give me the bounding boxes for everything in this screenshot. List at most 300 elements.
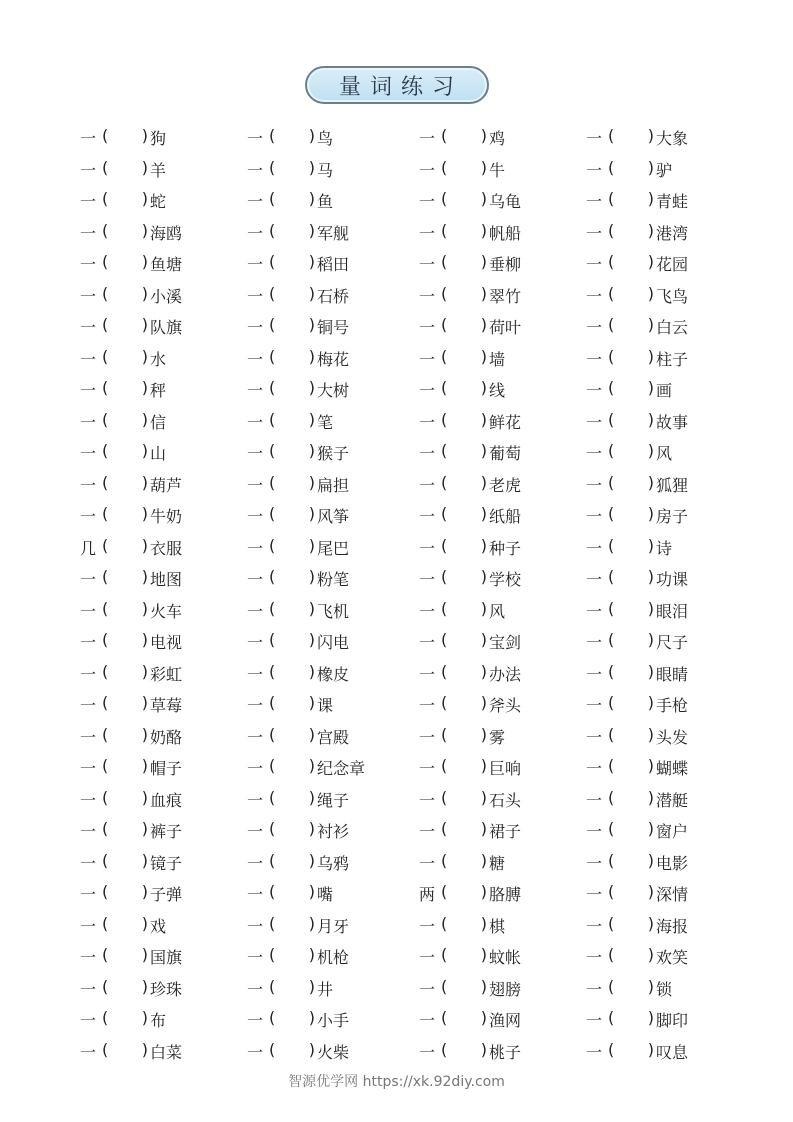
noun: 眼睛 — [656, 664, 689, 684]
noun: 牛 — [489, 160, 506, 180]
exercise-item — [586, 406, 720, 438]
left-paren: ( — [102, 976, 109, 996]
exercise-item — [586, 973, 720, 1005]
left-paren: ( — [102, 661, 109, 681]
answer-blank[interactable] — [441, 472, 487, 492]
exercise-item — [419, 595, 586, 627]
noun: 乌鸦 — [317, 853, 350, 873]
exercise-item — [419, 784, 586, 816]
numeral: 一 — [586, 633, 603, 653]
answer-blank[interactable] — [441, 283, 487, 303]
noun: 荷叶 — [489, 318, 522, 338]
answer-blank[interactable] — [441, 315, 487, 335]
answer-blank[interactable] — [269, 976, 315, 996]
answer-blank[interactable] — [269, 472, 315, 492]
numeral: 一 — [586, 664, 603, 684]
answer-blank[interactable] — [608, 882, 654, 902]
answer-blank[interactable] — [441, 598, 487, 618]
exercise-item — [586, 185, 720, 217]
answer-blank[interactable] — [102, 252, 148, 272]
answer-blank[interactable] — [441, 189, 487, 209]
answer-blank[interactable] — [102, 157, 148, 177]
noun: 功课 — [656, 570, 689, 590]
left-paren: ( — [441, 598, 448, 618]
answer-blank[interactable] — [269, 913, 315, 933]
left-paren: ( — [102, 1008, 109, 1028]
exercise-item — [419, 185, 586, 217]
left-paren: ( — [269, 693, 276, 713]
answer-blank[interactable] — [608, 976, 654, 996]
right-paren: ) — [141, 882, 148, 902]
answer-blank[interactable] — [608, 346, 654, 366]
left-paren: ( — [608, 724, 615, 744]
right-paren: ) — [480, 315, 487, 335]
answer-blank[interactable] — [269, 315, 315, 335]
exercise-item — [247, 122, 419, 154]
answer-blank[interactable] — [269, 567, 315, 587]
answer-blank[interactable] — [269, 819, 315, 839]
answer-blank[interactable] — [441, 882, 487, 902]
exercise-item — [80, 532, 247, 564]
exercise-item — [419, 374, 586, 406]
exercise-item — [80, 973, 247, 1005]
noun: 种子 — [489, 538, 522, 558]
left-paren: ( — [441, 283, 448, 303]
answer-blank[interactable] — [608, 945, 654, 965]
answer-blank[interactable] — [269, 693, 315, 713]
right-paren: ) — [141, 787, 148, 807]
left-paren: ( — [102, 598, 109, 618]
answer-blank[interactable] — [441, 1039, 487, 1059]
numeral: 一 — [247, 1042, 264, 1062]
answer-blank[interactable] — [441, 976, 487, 996]
noun: 大象 — [656, 129, 689, 149]
exercise-item — [586, 343, 720, 375]
numeral: 一 — [586, 318, 603, 338]
answer-blank[interactable] — [102, 535, 148, 555]
numeral: 一 — [586, 759, 603, 779]
exercise-item — [247, 689, 419, 721]
exercise-item — [419, 721, 586, 753]
numeral: 一 — [80, 412, 97, 432]
answer-blank[interactable] — [608, 630, 654, 650]
noun: 驴 — [656, 160, 673, 180]
exercise-item — [80, 910, 247, 942]
right-paren: ) — [480, 1008, 487, 1028]
left-paren: ( — [441, 1008, 448, 1028]
answer-blank[interactable] — [269, 252, 315, 272]
answer-blank[interactable] — [441, 787, 487, 807]
answer-blank[interactable] — [608, 850, 654, 870]
numeral: 一 — [247, 696, 264, 716]
answer-blank[interactable] — [608, 283, 654, 303]
exercise-item — [419, 248, 586, 280]
right-paren: ) — [647, 787, 654, 807]
answer-blank[interactable] — [441, 1008, 487, 1028]
left-paren: ( — [441, 724, 448, 744]
noun: 衣服 — [150, 538, 183, 558]
answer-blank[interactable] — [608, 535, 654, 555]
answer-blank[interactable] — [269, 630, 315, 650]
answer-blank[interactable] — [441, 220, 487, 240]
answer-blank[interactable] — [608, 378, 654, 398]
noun: 小溪 — [150, 286, 183, 306]
left-paren: ( — [608, 441, 615, 461]
answer-blank[interactable] — [608, 441, 654, 461]
numeral: 一 — [80, 475, 97, 495]
numeral: 一 — [80, 601, 97, 621]
answer-blank[interactable] — [102, 1039, 148, 1059]
left-paren: ( — [441, 315, 448, 335]
answer-blank[interactable] — [441, 913, 487, 933]
left-paren: ( — [102, 567, 109, 587]
left-paren: ( — [269, 756, 276, 776]
numeral: 一 — [419, 979, 436, 999]
noun: 港湾 — [656, 223, 689, 243]
answer-blank[interactable] — [102, 315, 148, 335]
exercise-item — [247, 343, 419, 375]
noun: 稻田 — [317, 255, 350, 275]
answer-blank[interactable] — [269, 283, 315, 303]
numeral: 一 — [80, 507, 97, 527]
right-paren: ) — [308, 1008, 315, 1028]
noun: 青蛙 — [656, 192, 689, 212]
numeral: 一 — [586, 979, 603, 999]
left-paren: ( — [269, 441, 276, 461]
answer-blank[interactable] — [441, 409, 487, 429]
answer-blank[interactable] — [102, 693, 148, 713]
answer-blank[interactable] — [102, 630, 148, 650]
answer-blank[interactable] — [441, 661, 487, 681]
answer-blank[interactable] — [102, 1008, 148, 1028]
answer-blank[interactable] — [441, 850, 487, 870]
answer-blank[interactable] — [608, 819, 654, 839]
answer-blank[interactable] — [102, 882, 148, 902]
exercise-item — [80, 752, 247, 784]
noun: 锁 — [656, 979, 673, 999]
answer-blank[interactable] — [269, 504, 315, 524]
answer-blank[interactable] — [608, 787, 654, 807]
numeral: 一 — [586, 129, 603, 149]
answer-blank[interactable] — [441, 693, 487, 713]
left-paren: ( — [441, 535, 448, 555]
noun: 深情 — [656, 885, 689, 905]
exercise-item — [247, 437, 419, 469]
noun: 翠竹 — [489, 286, 522, 306]
noun: 纪念章 — [317, 759, 366, 779]
numeral: 一 — [419, 223, 436, 243]
right-paren: ) — [308, 882, 315, 902]
answer-blank[interactable] — [608, 598, 654, 618]
right-paren: ) — [308, 315, 315, 335]
left-paren: ( — [441, 787, 448, 807]
answer-blank[interactable] — [441, 945, 487, 965]
left-paren: ( — [102, 504, 109, 524]
answer-blank[interactable] — [269, 724, 315, 744]
answer-blank[interactable] — [608, 724, 654, 744]
left-paren: ( — [102, 882, 109, 902]
answer-blank[interactable] — [608, 409, 654, 429]
left-paren: ( — [608, 787, 615, 807]
numeral: 一 — [419, 286, 436, 306]
exercise-item — [419, 563, 586, 595]
numeral: 一 — [586, 885, 603, 905]
left-paren: ( — [441, 378, 448, 398]
answer-blank[interactable] — [269, 441, 315, 461]
exercise-item — [247, 154, 419, 186]
exercise-item — [247, 563, 419, 595]
left-paren: ( — [608, 756, 615, 776]
right-paren: ) — [141, 346, 148, 366]
numeral: 一 — [586, 381, 603, 401]
noun: 秤 — [150, 381, 167, 401]
answer-blank[interactable] — [608, 157, 654, 177]
numeral: 一 — [80, 444, 97, 464]
left-paren: ( — [269, 283, 276, 303]
left-paren: ( — [608, 1008, 615, 1028]
answer-blank[interactable] — [441, 630, 487, 650]
exercise-item — [419, 122, 586, 154]
answer-blank[interactable] — [608, 693, 654, 713]
exercise-item — [80, 437, 247, 469]
left-paren: ( — [608, 346, 615, 366]
right-paren: ) — [308, 1039, 315, 1059]
answer-blank[interactable] — [269, 850, 315, 870]
answer-blank[interactable] — [102, 756, 148, 776]
numeral: 一 — [80, 727, 97, 747]
left-paren: ( — [608, 882, 615, 902]
left-paren: ( — [102, 945, 109, 965]
numeral: 一 — [586, 349, 603, 369]
noun: 电影 — [656, 853, 689, 873]
answer-blank[interactable] — [102, 976, 148, 996]
answer-blank[interactable] — [269, 535, 315, 555]
answer-blank[interactable] — [269, 409, 315, 429]
answer-blank[interactable] — [441, 504, 487, 524]
left-paren: ( — [441, 126, 448, 146]
answer-blank[interactable] — [608, 126, 654, 146]
answer-blank[interactable] — [441, 756, 487, 776]
left-paren: ( — [441, 504, 448, 524]
numeral: 一 — [247, 255, 264, 275]
exercise-item — [586, 878, 720, 910]
answer-blank[interactable] — [608, 1039, 654, 1059]
exercise-item — [80, 721, 247, 753]
left-paren: ( — [441, 976, 448, 996]
answer-blank[interactable] — [441, 252, 487, 272]
answer-blank[interactable] — [102, 850, 148, 870]
answer-blank[interactable] — [102, 346, 148, 366]
exercise-item — [80, 374, 247, 406]
left-paren: ( — [269, 819, 276, 839]
numeral: 一 — [419, 381, 436, 401]
answer-blank[interactable] — [102, 819, 148, 839]
answer-blank[interactable] — [269, 220, 315, 240]
answer-blank[interactable] — [102, 220, 148, 240]
exercise-item — [247, 532, 419, 564]
answer-blank[interactable] — [269, 882, 315, 902]
numeral: 一 — [419, 160, 436, 180]
left-paren: ( — [441, 189, 448, 209]
answer-blank[interactable] — [102, 787, 148, 807]
answer-blank[interactable] — [102, 378, 148, 398]
answer-blank[interactable] — [102, 724, 148, 744]
answer-blank[interactable] — [608, 567, 654, 587]
answer-blank[interactable] — [441, 346, 487, 366]
answer-blank[interactable] — [102, 409, 148, 429]
right-paren: ) — [647, 409, 654, 429]
exercise-item — [80, 185, 247, 217]
right-paren: ) — [141, 409, 148, 429]
answer-blank[interactable] — [441, 157, 487, 177]
numeral: 一 — [80, 129, 97, 149]
numeral: 一 — [419, 790, 436, 810]
exercise-item — [586, 847, 720, 879]
exercise-item — [247, 595, 419, 627]
noun: 队旗 — [150, 318, 183, 338]
right-paren: ) — [141, 630, 148, 650]
noun: 裙子 — [489, 822, 522, 842]
answer-blank[interactable] — [269, 126, 315, 146]
exercise-item — [80, 1004, 247, 1036]
exercise-grid — [80, 122, 720, 1067]
left-paren: ( — [269, 913, 276, 933]
numeral: 一 — [586, 790, 603, 810]
right-paren: ) — [308, 378, 315, 398]
answer-blank[interactable] — [608, 220, 654, 240]
exercise-item — [419, 847, 586, 879]
answer-blank[interactable] — [269, 1039, 315, 1059]
right-paren: ) — [647, 945, 654, 965]
left-paren: ( — [441, 567, 448, 587]
answer-blank[interactable] — [102, 472, 148, 492]
exercise-item — [80, 815, 247, 847]
noun: 画 — [656, 381, 673, 401]
noun: 火柴 — [317, 1042, 350, 1062]
numeral: 一 — [586, 223, 603, 243]
answer-blank[interactable] — [608, 252, 654, 272]
left-paren: ( — [608, 567, 615, 587]
left-paren: ( — [269, 504, 276, 524]
noun: 布 — [150, 1011, 167, 1031]
right-paren: ) — [141, 913, 148, 933]
left-paren: ( — [441, 945, 448, 965]
answer-blank[interactable] — [269, 945, 315, 965]
answer-blank[interactable] — [608, 913, 654, 933]
answer-blank[interactable] — [269, 346, 315, 366]
exercise-item — [247, 721, 419, 753]
answer-blank[interactable] — [269, 756, 315, 776]
noun: 棋 — [489, 916, 506, 936]
answer-blank[interactable] — [441, 126, 487, 146]
right-paren: ) — [141, 724, 148, 744]
left-paren: ( — [441, 756, 448, 776]
numeral: 一 — [419, 318, 436, 338]
answer-blank[interactable] — [102, 567, 148, 587]
numeral: 一 — [247, 1011, 264, 1031]
numeral: 一 — [247, 853, 264, 873]
numeral: 一 — [419, 948, 436, 968]
answer-blank[interactable] — [102, 598, 148, 618]
answer-blank[interactable] — [269, 598, 315, 618]
right-paren: ) — [647, 378, 654, 398]
answer-blank[interactable] — [608, 315, 654, 335]
noun: 鱼塘 — [150, 255, 183, 275]
answer-blank[interactable] — [441, 378, 487, 398]
answer-blank[interactable] — [102, 126, 148, 146]
exercise-item — [247, 311, 419, 343]
left-paren: ( — [102, 346, 109, 366]
left-paren: ( — [102, 913, 109, 933]
noun: 梅花 — [317, 349, 350, 369]
numeral: 一 — [586, 1042, 603, 1062]
answer-blank[interactable] — [608, 189, 654, 209]
answer-blank[interactable] — [441, 567, 487, 587]
numeral: 一 — [419, 129, 436, 149]
noun: 草莓 — [150, 696, 183, 716]
answer-blank[interactable] — [441, 819, 487, 839]
answer-blank[interactable] — [608, 472, 654, 492]
answer-blank[interactable] — [102, 283, 148, 303]
answer-blank[interactable] — [102, 504, 148, 524]
right-paren: ) — [308, 850, 315, 870]
right-paren: ) — [308, 346, 315, 366]
answer-blank[interactable] — [269, 1008, 315, 1028]
answer-blank[interactable] — [269, 378, 315, 398]
exercise-item — [419, 217, 586, 249]
answer-blank[interactable] — [608, 756, 654, 776]
answer-blank[interactable] — [102, 913, 148, 933]
exercise-item — [419, 941, 586, 973]
noun: 铜号 — [317, 318, 350, 338]
noun: 信 — [150, 412, 167, 432]
exercise-item — [247, 185, 419, 217]
numeral: 一 — [419, 444, 436, 464]
noun: 橡皮 — [317, 664, 350, 684]
numeral: 一 — [586, 286, 603, 306]
left-paren: ( — [102, 693, 109, 713]
numeral: 一 — [586, 822, 603, 842]
noun: 闪电 — [317, 633, 350, 653]
answer-blank[interactable] — [102, 945, 148, 965]
answer-blank[interactable] — [608, 504, 654, 524]
noun: 墙 — [489, 349, 506, 369]
answer-blank[interactable] — [269, 787, 315, 807]
exercise-item — [419, 406, 586, 438]
exercise-item — [419, 752, 586, 784]
answer-blank[interactable] — [441, 441, 487, 461]
left-paren: ( — [608, 945, 615, 965]
answer-blank[interactable] — [269, 189, 315, 209]
answer-blank[interactable] — [441, 535, 487, 555]
right-paren: ) — [141, 441, 148, 461]
left-paren: ( — [608, 1039, 615, 1059]
answer-blank[interactable] — [102, 661, 148, 681]
answer-blank[interactable] — [269, 157, 315, 177]
answer-blank[interactable] — [608, 661, 654, 681]
numeral: 一 — [80, 759, 97, 779]
exercise-item — [247, 469, 419, 501]
exercise-item — [80, 689, 247, 721]
answer-blank[interactable] — [608, 1008, 654, 1028]
right-paren: ) — [647, 976, 654, 996]
answer-blank[interactable] — [102, 441, 148, 461]
numeral: 一 — [247, 759, 264, 779]
answer-blank[interactable] — [269, 661, 315, 681]
numeral: 一 — [419, 633, 436, 653]
answer-blank[interactable] — [441, 724, 487, 744]
answer-blank[interactable] — [102, 189, 148, 209]
